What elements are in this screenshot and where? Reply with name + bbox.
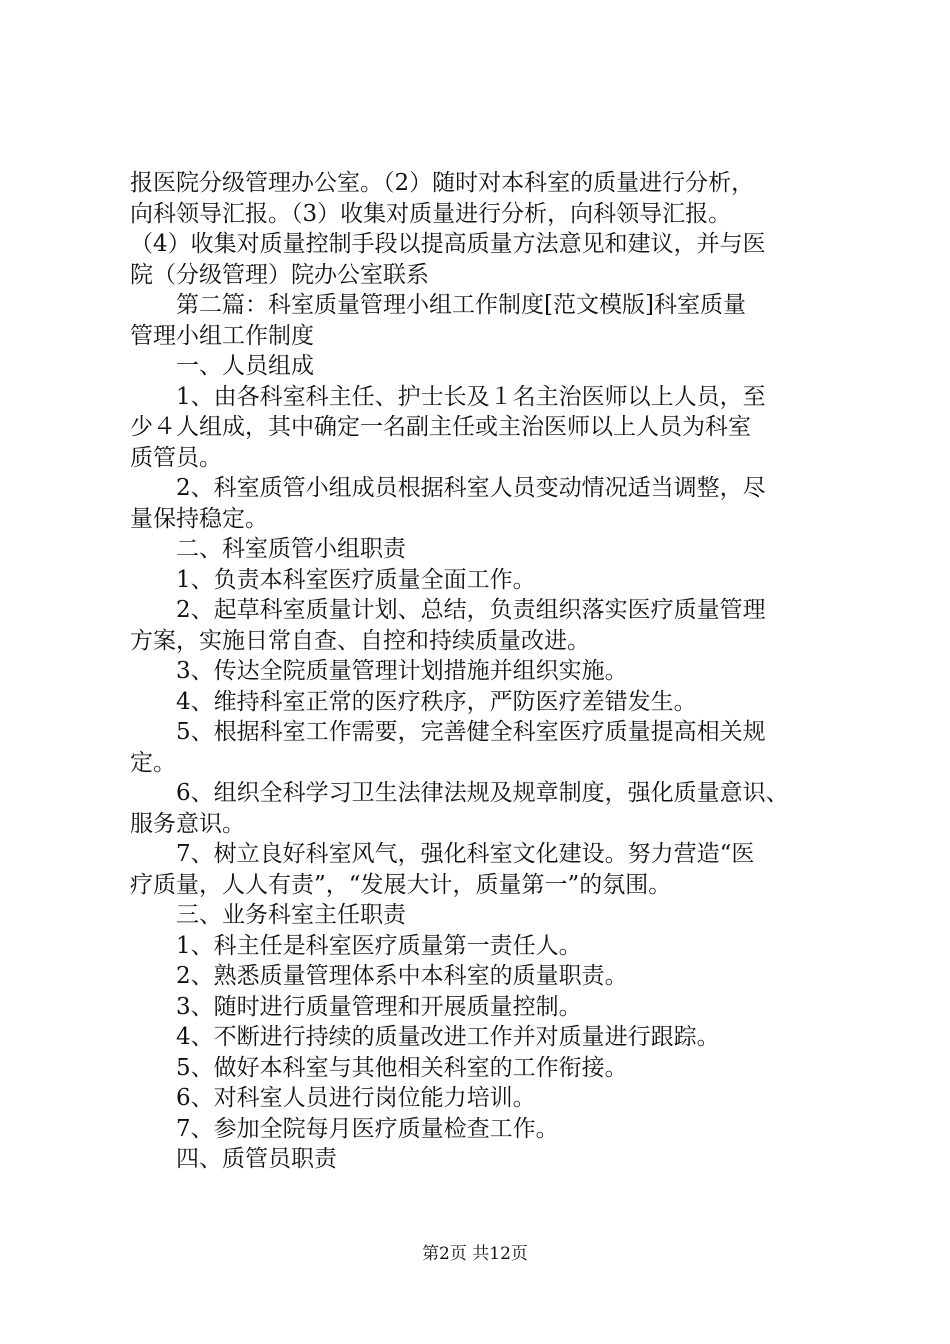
text-line: 5、做好本科室与其他相关科室的工作衔接。 (176, 1054, 628, 1081)
text-line: 2、科室质管小组成员根据科室人员变动情况适当调整，尽 (176, 475, 766, 501)
document-body (130, 168, 835, 1175)
text-line: 6、对科室人员进行岗位能力培训。 (176, 1085, 536, 1111)
text-line: 报医院分级管理办公室。（2）随时对本科室的质量进行分析， (130, 170, 755, 196)
text-line: 4、不断进行持续的质量改进工作并对质量进行跟踪。 (176, 1024, 720, 1050)
text-line: 向科领导汇报。（3）收集对质量进行分析，向科领导汇报。 (130, 200, 732, 227)
text-line: 4、维持科室正常的医疗秩序，严防医疗差错发生。 (176, 688, 697, 715)
text-line: （4）收集对质量控制手段以提高质量方法意见和建议，并与医 (130, 231, 766, 257)
section-heading-text-line: 第二篇：科室质量管理小组工作制度[范文模版]科室质量 (176, 292, 746, 318)
text-line: 疗质量，人人有责”，“发展大计，质量第一”的氛围。 (130, 871, 672, 898)
section-heading: 三、业务科室主任职责 (176, 902, 406, 928)
text-line: 7、树立良好科室风气，强化科室文化建设。努力营造“医 (176, 841, 755, 867)
text-line: 7、参加全院每月医疗质量检查工作。 (176, 1115, 559, 1142)
section-heading: 四、质管员职责 (176, 1146, 337, 1172)
text-line: 管理小组工作制度 (130, 322, 314, 349)
text-line: 1、负责本科室医疗质量全面工作。 (176, 566, 536, 593)
text-line: 定。 (130, 749, 176, 776)
text-line: 质管员。 (130, 444, 222, 471)
text-line: 2、熟悉质量管理体系中本科室的质量职责。 (176, 963, 628, 989)
text-line: 量保持稳定。 (130, 505, 268, 532)
text-line: 2、起草科室质量计划、总结，负责组织落实医疗质量管理 (176, 597, 766, 623)
text-line: 服务意识。 (130, 810, 245, 837)
text-line: 方案，实施日常自查、自控和持续质量改进。 (130, 627, 590, 654)
text-line: 6、组织全科学习卫生法律法规及规章制度，强化质量意识、 (176, 780, 789, 806)
text-line: 1、由各科室科主任、护士长及１名主治医师以上人员，至 (176, 383, 766, 410)
text-line: 院（分级管理）院办公室联系 (130, 261, 429, 288)
section-heading: 二、科室质管小组职责 (176, 536, 406, 562)
text-line: 少４人组成，其中确定一名副主任或主治医师以上人员为科室 (130, 414, 751, 440)
text-line: 1、科主任是科室医疗质量第一责任人。 (176, 932, 582, 959)
text-line: 5、根据科室工作需要，完善健全科室医疗质量提高相关规 (176, 719, 766, 745)
section-heading: 一、人员组成 (176, 353, 314, 379)
text-line: 3、随时进行质量管理和开展质量控制。 (176, 993, 582, 1020)
page-number-footer: 第2页 共12页 (422, 1244, 528, 1264)
text-line: 3、传达全院质量管理计划措施并组织实施。 (176, 658, 628, 684)
